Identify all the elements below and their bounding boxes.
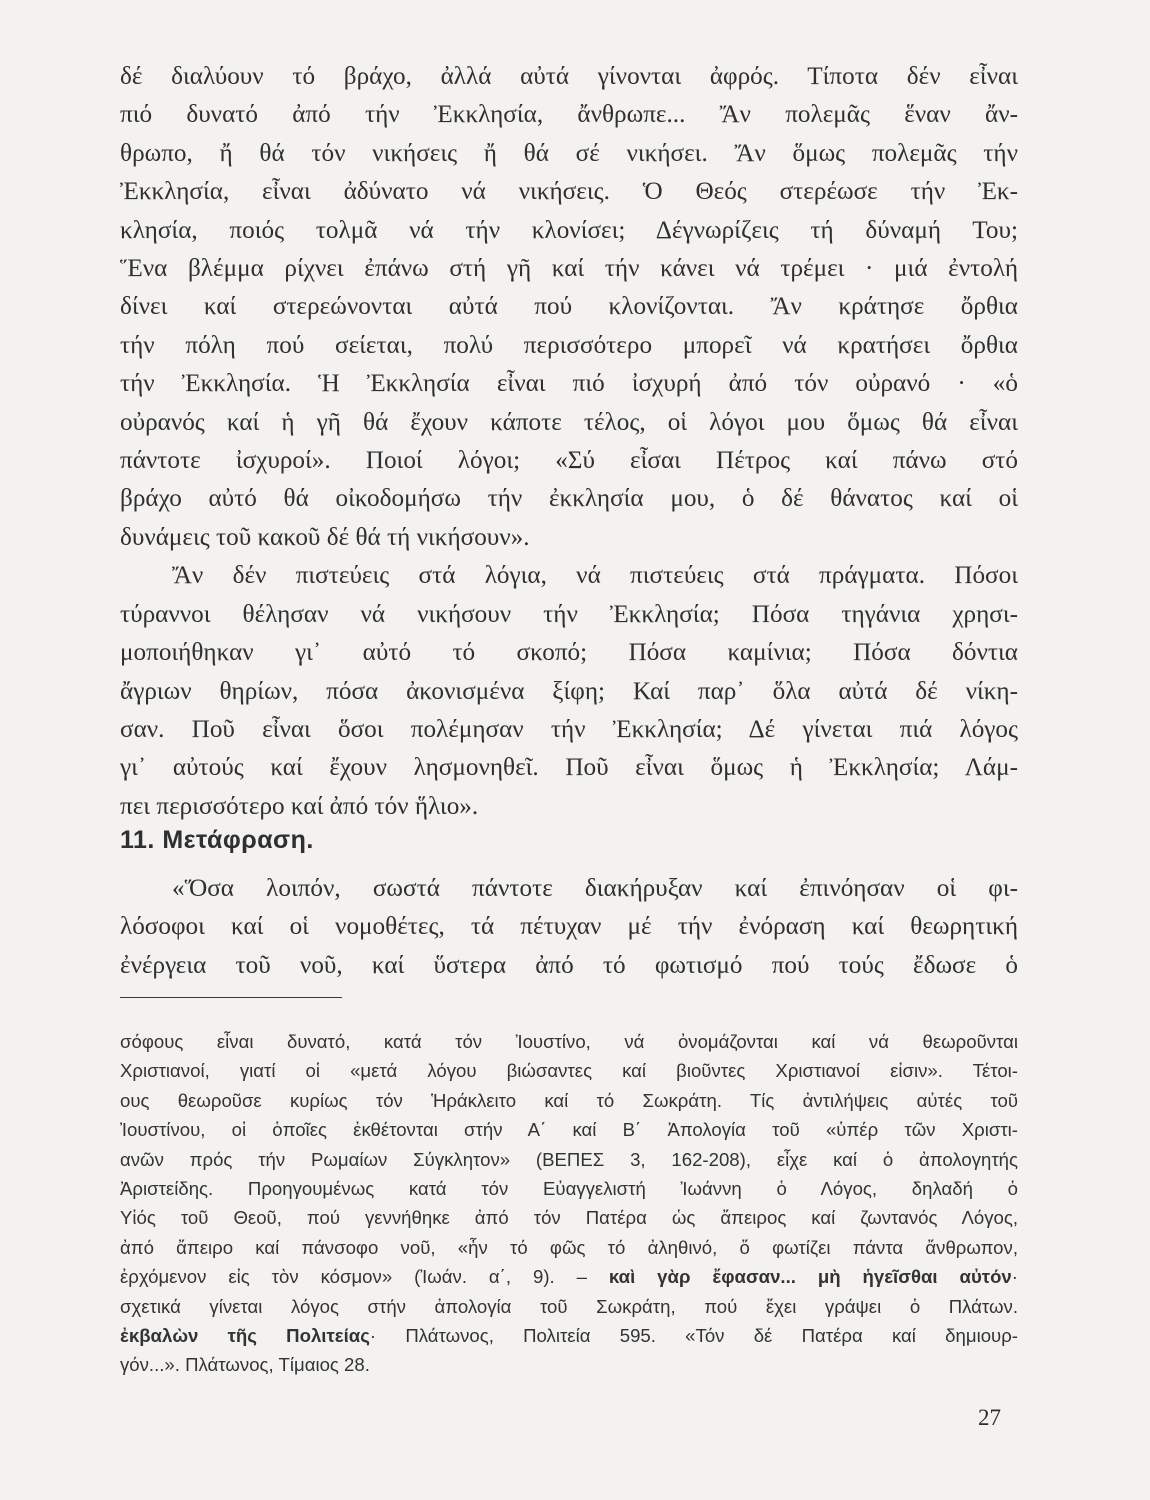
footnote-text: · <box>1011 1266 1018 1288</box>
text-line: Ἐκκλησία, εἶναι ἀδύνατο νά νικήσεις. Ὁ Θεός στερέωσε τήν Ἐκ- <box>120 178 1018 206</box>
text-line: τήν πόλη πού σείεται, πολύ περισσότερο μπορεῖ νά κρατήσει ὄρθια <box>120 331 1018 359</box>
text-line: γι᾽ αὐτούς καί ἔχουν λησμονηθεῖ. Ποῦ εἶναι ὅμως ἡ Ἐκκλησία; Λάμ- <box>120 754 1018 782</box>
text-line: «Ὅσα λοιπόν, σωστά πάντοτε διακήρυξαν καί ἐπινόησαν οἱ φι- <box>172 875 1018 902</box>
footnote-line: γόν...». Πλάτωνος, Τίμαιος 28. <box>120 1354 370 1376</box>
footnote-quote-bold: καὶ γὰρ ἔφασαν... μὴ ἡγεῖσθαι αὐτόν <box>608 1266 1012 1288</box>
paragraph-2 <box>120 557 1018 826</box>
text-line: μοποιήθηκαν γι᾽ αὐτό τό σκοπό; Πόσα καμίνια; Πόσα δόντια <box>120 639 1018 667</box>
text-line: πιό δυνατό ἀπό τήν Ἐκκλησία, ἄνθρωπε... Ἄν πολεμᾶς ἕναν ἄν- <box>120 101 1018 129</box>
text-line: πάντοτε ἰσχυροί». Ποιοί λόγοι; «Σύ εἶσαι Πέτρος καί πάνω στό <box>120 447 1018 475</box>
footnote-line: Ἰουστίνου, οἱ ὁποῖες ἐκθέτονται στήν Α΄ καί Β΄ Ἀπολογία τοῦ «ὑπέρ τῶν Χριστι- <box>120 1119 1018 1141</box>
text-line: κλησία, ποιός τολμᾶ νά τήν κλονίσει; Δέγνωρίζεις τή δύναμή Του; <box>120 216 1018 244</box>
text-line: θρωπο, ἤ θά τόν νικήσεις ἤ θά σέ νικήσει. Ἄν ὅμως πολεμᾶς τήν <box>120 139 1018 167</box>
paragraph-3 <box>120 870 1018 985</box>
text-line: ἐνέργεια τοῦ νοῦ, καί ὕστερα ἀπό τό φωτισμό πού τούς ἔδωσε ὁ <box>120 951 1018 979</box>
footnote-text: · Πλάτωνος, Πολιτεία 595. «Τόν δέ Πατέρα καί δημιουρ- <box>369 1325 1018 1347</box>
footnote-line <box>120 1262 1018 1291</box>
text-line: δίνει καί στερεώνονται αὐτά πού κλονίζονται. Ἄν κράτησε ὄρθια <box>120 293 1018 321</box>
footnotes <box>120 1027 1018 1380</box>
footnote-text: ἐρχόμενον εἰς τὸν κόσμον» (Ἰωάν. α΄, 9). – <box>120 1266 609 1288</box>
footnote-line: ανῶν πρός τήν Ρωμαίων Σύγκλητον» (ΒΕΠΕΣ 3, 162-208), εἶχε καί ὁ ἀπολογητής <box>120 1148 1018 1170</box>
text-line: βράχο αὐτό θά οἰκοδομήσω τήν ἐκκλησία μου, ὁ δέ θάνατος καί οἱ <box>120 485 1018 513</box>
section-heading: 11. Μετάφραση. <box>120 826 314 854</box>
footnote-line: σχετικά γίνεται λόγος στήν ἀπολογία τοῦ Σωκράτη, πού ἔχει γράψει ὁ Πλάτων. <box>120 1295 1018 1317</box>
footnote-separator <box>120 997 342 998</box>
text-line: λόσοφοι καί οἱ νομοθέτες, τά πέτυχαν μέ τήν ἐνόραση καί θεωρητική <box>120 913 1018 941</box>
footnote-quote-bold: ἐκβαλὼν τῆς Πολιτείας <box>120 1325 370 1347</box>
footnote-line: Ἀριστείδης. Προηγουμένως κατά τόν Εὐαγγελιστή Ἰωάννη ὁ Λόγος, δηλαδή ὁ <box>120 1178 1018 1200</box>
footnote-line: σόφους εἶναι δυνατό, κατά τόν Ἰουστίνο, νά ὀνομάζονται καί νά θεωροῦνται <box>120 1031 1018 1052</box>
text-line: δυνάμεις τοῦ κακοῦ δέ θά τή νικήσουν». <box>120 523 530 551</box>
footnote-line: ἀπό ἄπειρο καί πάνσοφο νοῦ, «ἦν τό φῶς τό ἀληθινό, ὅ φωτίζει πάντα ἄνθρωπον, <box>120 1236 1018 1258</box>
text-line: δέ διαλύουν τό βράχο, ἀλλά αὐτά γίνονται ἀφρός. Τίποτα δέν εἶναι <box>120 63 1018 90</box>
footnote-line <box>120 1321 1018 1350</box>
footnote-line: Υἱός τοῦ Θεοῦ, πού γεννήθηκε ἀπό τόν Πατέρα ὡς ἄπειρος καί ζωντανός Λόγος, <box>120 1207 1018 1229</box>
text-line: Ἄν δέν πιστεύεις στά λόγια, νά πιστεύεις στά πράγματα. Πόσοι <box>172 562 1018 590</box>
main-text <box>120 58 1018 826</box>
text-line: ἄγριων θηρίων, πόσα ἀκονισμένα ξίφη; Καί παρ᾽ ὅλα αὐτά δέ νίκη- <box>120 677 1018 705</box>
text-line: οὐρανός καί ἡ γῆ θά ἔχουν κάποτε τέλος, οἱ λόγοι μου ὅμως θά εἶναι <box>120 408 1018 436</box>
text-line: Ἕνα βλέμμα ρίχνει ἐπάνω στή γῆ καί τήν κάνει νά τρέμει · μιά ἐντολή <box>120 255 1018 283</box>
text-line: πει περισσότερο καί ἀπό τόν ἥλιο». <box>120 792 479 820</box>
footnote-line: Χριστιανοί, γιατί οἱ «μετά λόγου βιώσαντες καί βιοῦντες Χριστιανοί εἰσιν». Τέτοι- <box>120 1060 1018 1082</box>
footnote-line: ους θεωροῦσε κυρίως τόν Ἡράκλειτο καί τό Σωκράτη. Τίς ἀντιλήψεις αὐτές τοῦ <box>120 1089 1018 1111</box>
text-line: σαν. Ποῦ εἶναι ὅσοι πολέμησαν τήν Ἐκκλησία; Δέ γίνεται πιά λόγος <box>120 715 1018 743</box>
text-line: τήν Ἐκκλησία. Ἡ Ἐκκλησία εἶναι πιό ἰσχυρή ἀπό τόν οὐρανό · «ὁ <box>120 370 1018 398</box>
paragraph-1 <box>120 58 1018 557</box>
text-line: τύραννοι θέλησαν νά νικήσουν τήν Ἐκκλησία; Πόσα τηγάνια χρησι- <box>120 600 1018 628</box>
page-number: 27 <box>978 1405 1001 1430</box>
